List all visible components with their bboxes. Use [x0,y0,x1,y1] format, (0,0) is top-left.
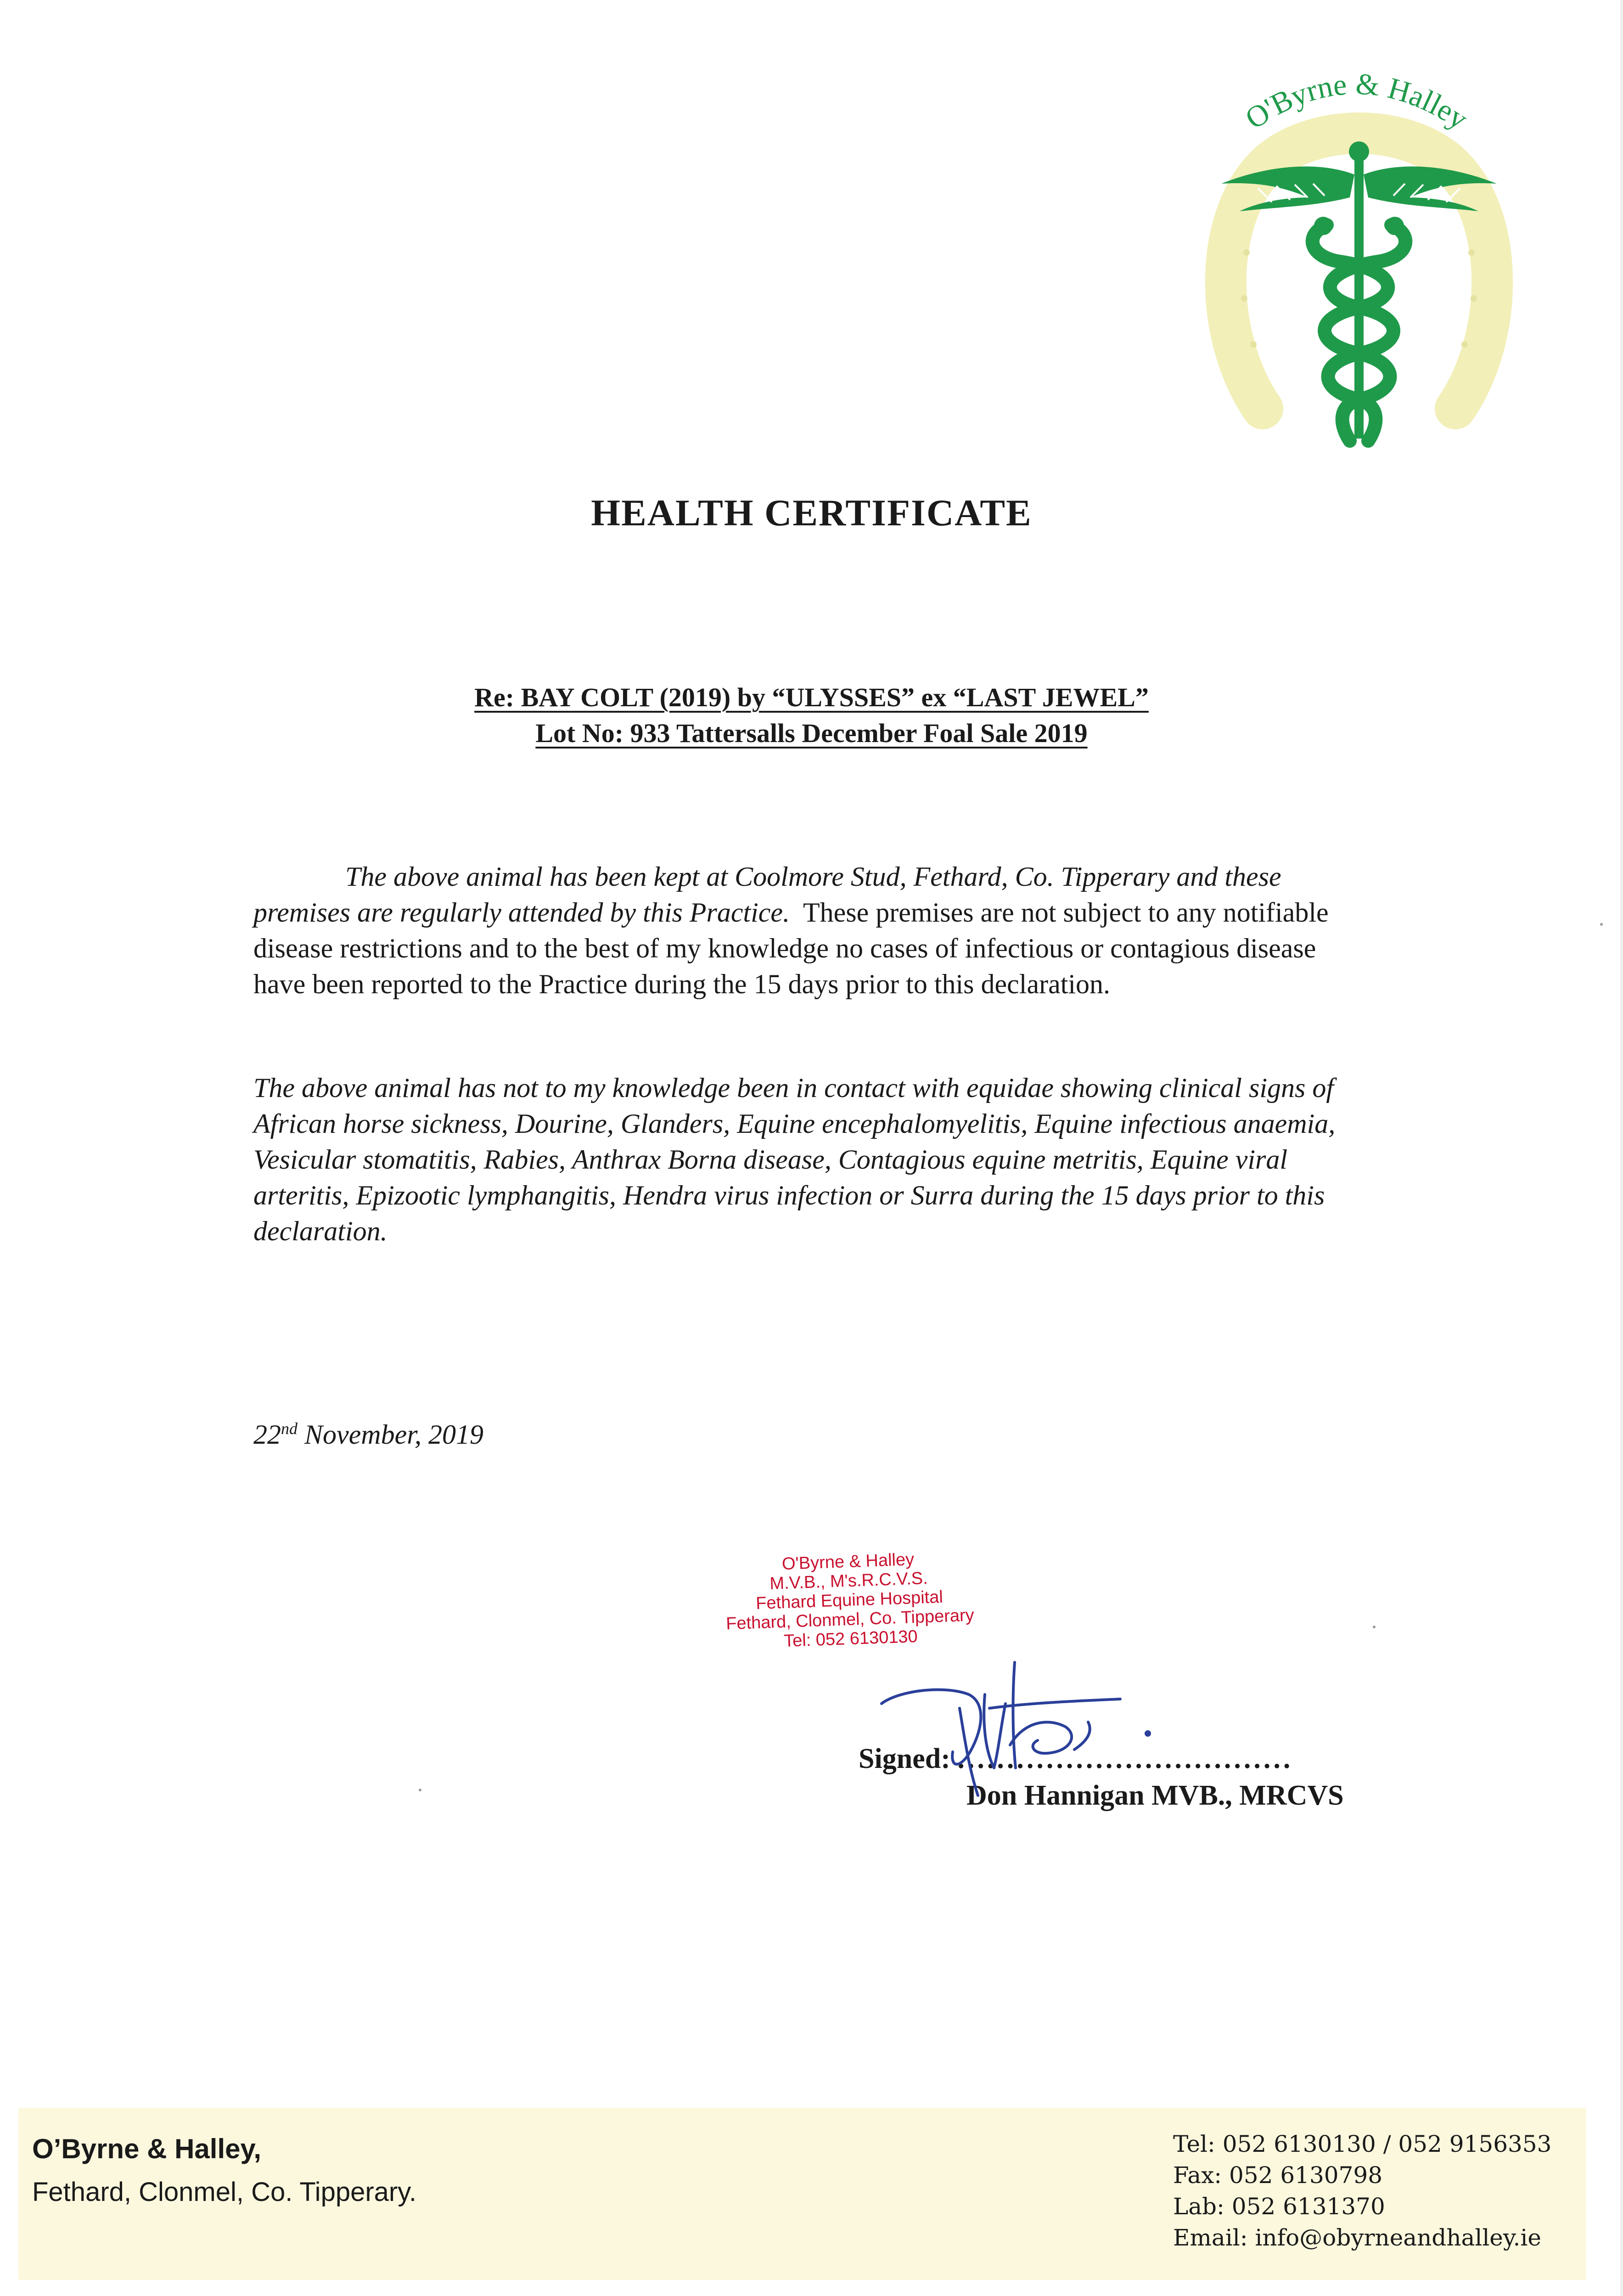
date-day: 22 [253,1419,281,1450]
svg-text:O'Byrne & Halley: O'Byrne & Halley [1239,67,1474,136]
page-edge [1620,0,1623,2296]
footer-lab: Lab: 052 6131370 [1173,2193,1385,2220]
footer-tel: Tel: 052 6130130 / 052 9156353 [1173,2131,1552,2157]
stamp-line: Fethard, Clonmel, Co. Tipperary [725,1605,975,1634]
date-suffix: nd [281,1419,298,1438]
footer-contacts [1173,2128,1551,2253]
footer-address: Fethard, Clonmel, Co. Tipperary. [32,2177,417,2207]
premises-regular-text: These premises are not subject to any notifiable disease restrictions and to the best of my knowledge no cases of infectious or contagious disease have been reported to the Practice during the 15 days prior to this declaration. [253,897,1329,999]
footer-company: O’Byrne & Halley, [32,2133,262,2164]
caduceus-logo-icon [1203,60,1515,455]
reference-block [0,680,1623,751]
handwritten-signature [872,1653,1230,1800]
contact-declaration-paragraph: The above animal has not to my knowledge been in contact with equidae showing clinical signs of African horse sickness, Dourine, Glanders, Equine encephalomyelitis, Equine infectious anaemia, Vesicular stomatitis, Rabies, Anthrax Borna disease, Contagious equine metritis, Equine viral arteritis, Epizootic lymphangitis, Hendra virus infection or Surra during the 15 days prior to this declaration. [253,1073,1336,1246]
reference-horse: Re: BAY COLT (2019) by “ULYSSES” ex “LAST JEWEL” [474,682,1149,712]
scan-speck [1600,923,1603,926]
stamp-line: M.V.B., M's.R.C.V.S. [769,1569,928,1594]
footer-email: Email: info@obyrneandhalley.ie [1173,2224,1541,2251]
practice-stamp [687,1547,1012,1654]
premises-paragraph [253,859,1369,1002]
practice-logo [1203,60,1515,455]
document-title: HEALTH CERTIFICATE [591,492,1032,534]
signed-label: Signed: [859,1743,950,1774]
declaration-date [253,1419,483,1451]
reference-lot: Lot No: 933 Tattersalls December Foal Sale 2019 [535,718,1088,748]
premises-italic-text: The above animal has been kept at Coolmore Stud, Fethard, Co. Tipperary and these premises are regularly attended by this Practice. [253,861,1281,928]
stamp-line: Tel: 052 6130130 [783,1626,918,1651]
signature-icon [872,1653,1230,1800]
signer-name: Don Hannigan MVB., MRCVS [966,1780,1344,1811]
letterhead-footer [18,2108,1586,2280]
stamp-line: O'Byrne & Halley [781,1550,915,1574]
date-rest: November, 2019 [304,1419,483,1450]
scan-speck [419,1789,421,1791]
scan-speck [1373,1626,1376,1628]
stamp-line: Fethard Equine Hospital [755,1587,943,1614]
footer-fax: Fax: 052 6130798 [1173,2162,1383,2189]
signature-dots: .................................. [957,1743,1293,1774]
